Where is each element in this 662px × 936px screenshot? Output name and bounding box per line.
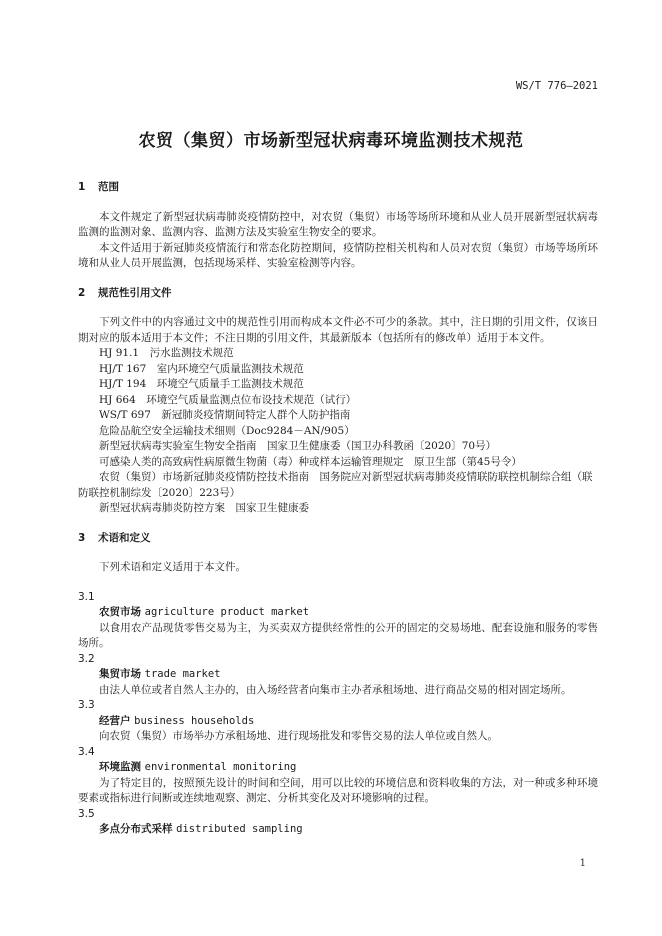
term-name-zh: 经营户 — [99, 714, 131, 727]
term-name-en: environmental monitoring — [144, 761, 297, 773]
term-number: 3.4 — [78, 745, 95, 758]
term-name — [78, 667, 598, 683]
term-entry — [78, 745, 598, 807]
term-entry — [78, 652, 598, 699]
section-number: 2 — [78, 286, 86, 299]
term-name-zh: 集贸市场 — [99, 668, 141, 680]
term-name-zh: 农贸市场 — [99, 606, 141, 618]
paragraph: 下列文件中的内容通过文中的规范性引用而构成本文件必不可少的条款。其中，注日期的引用文件，仅该日期对应的版本适用于本文件；不注日期的引用文件，其最新版本（包括所有的修改单）适用于本文件。 — [78, 316, 598, 344]
term-entry — [78, 698, 598, 745]
term-name-en: agriculture product market — [144, 606, 310, 618]
term-name-zh: 多点分布式采样 — [99, 823, 173, 835]
term-definition: 以食用农产品现货零售交易为主，为买卖双方提供经常性的公开的固定的交易场地、配套设施和服务的零售场所。 — [78, 621, 598, 649]
reference-item: 可感染人类的高致病性病原微生物菌（毒）种或样本运输管理规定 原卫生部（第45号令） — [99, 455, 522, 468]
term-name-zh: 环境监测 — [99, 761, 141, 773]
document-title: 农贸（集贸）市场新型冠状病毒环境监测技术规范 — [138, 131, 524, 151]
section-title: 术语和定义 — [98, 531, 151, 544]
term-entry — [78, 807, 598, 838]
section-title: 范围 — [98, 181, 119, 193]
term-name-en: business households — [134, 714, 255, 727]
page-number: 1 — [579, 858, 586, 869]
term-name — [78, 760, 598, 776]
term-number: 3.5 — [78, 807, 95, 820]
reference-item: WS/T 697 新冠肺炎疫情期间特定人群个人防护指南 — [99, 409, 351, 421]
term-definition: 为了特定目的，按照预先设计的时间和空间，用可以比较的环境信息和资料收集的方法，对一种或多种环境要素或指标进行间断或连续地观察、测定、分析其变化及对环境影响的过程。 — [78, 776, 598, 804]
paragraph: 本文件适用于新冠肺炎疫情流行和常态化防控期间，疫情防控相关机构和人员对农贸（集贸）市场等场所环境和从业人员开展监测，包括现场采样、实验室检测等内容。 — [78, 241, 598, 269]
document-body — [78, 180, 598, 838]
reference-item: HJ/T 167 室内环境空气质量监测技术规范 — [99, 362, 304, 375]
standard-code: WS/T 776—2021 — [515, 80, 598, 92]
section-number: 3 — [78, 531, 86, 544]
term-name-en: distributed sampling — [176, 823, 303, 835]
term-name — [78, 605, 598, 621]
term-entry — [78, 590, 598, 652]
term-name-en: trade market — [144, 668, 221, 680]
term-number: 3.3 — [78, 699, 95, 711]
reference-item: 新型冠状病毒实验室生物安全指南 国家卫生健康委（国卫办科教函〔2020〕70号） — [99, 440, 497, 452]
reference-item: HJ/T 194 环境空气质量手工监测技术规范 — [99, 378, 304, 390]
section-title: 规范性引用文件 — [98, 286, 172, 299]
reference-item: HJ 91.1 污水监测技术规范 — [99, 347, 234, 359]
term-name — [78, 714, 598, 730]
section-3-heading — [78, 531, 598, 547]
term-number: 3.1 — [78, 590, 95, 603]
section-1-heading — [78, 180, 598, 196]
reference-item: HJ 664 环境空气质量监测点位布设技术规范（试行） — [99, 393, 357, 406]
paragraph: 本文件规定了新型冠状病毒肺炎疫情防控中，对农贸（集贸）市场等场所环境和从业人员开展新型冠状病毒监测的监测对象、监测内容、监测方法及实验室生物安全的要求。 — [78, 210, 598, 238]
section-2-heading — [78, 286, 598, 302]
term-definition: 由法人单位或者自然人主办的，由入场经营者向集市主办者承租场地、进行商品交易的相对固定场所。 — [99, 683, 572, 696]
section-number: 1 — [78, 181, 86, 193]
reference-item: 危险品航空安全运输技术细则（Doc9284－AN/905） — [99, 424, 355, 437]
reference-item: 农贸（集贸）市场新冠肺炎疫情防控技术指南 国务院应对新型冠状病毒肺炎疫情联防联控机制综合组（联防联控机制综发〔2020〕223号） — [78, 471, 593, 499]
reference-item: 新型冠状病毒肺炎防控方案 国家卫生健康委 — [99, 502, 309, 514]
term-number: 3.2 — [78, 652, 95, 665]
term-definition: 向农贸（集贸）市场举办方承租场地、进行现场批发和零售交易的法人单位或自然人。 — [99, 730, 498, 742]
term-name — [78, 822, 598, 838]
paragraph: 下列术语和定义适用于本文件。 — [99, 561, 246, 573]
